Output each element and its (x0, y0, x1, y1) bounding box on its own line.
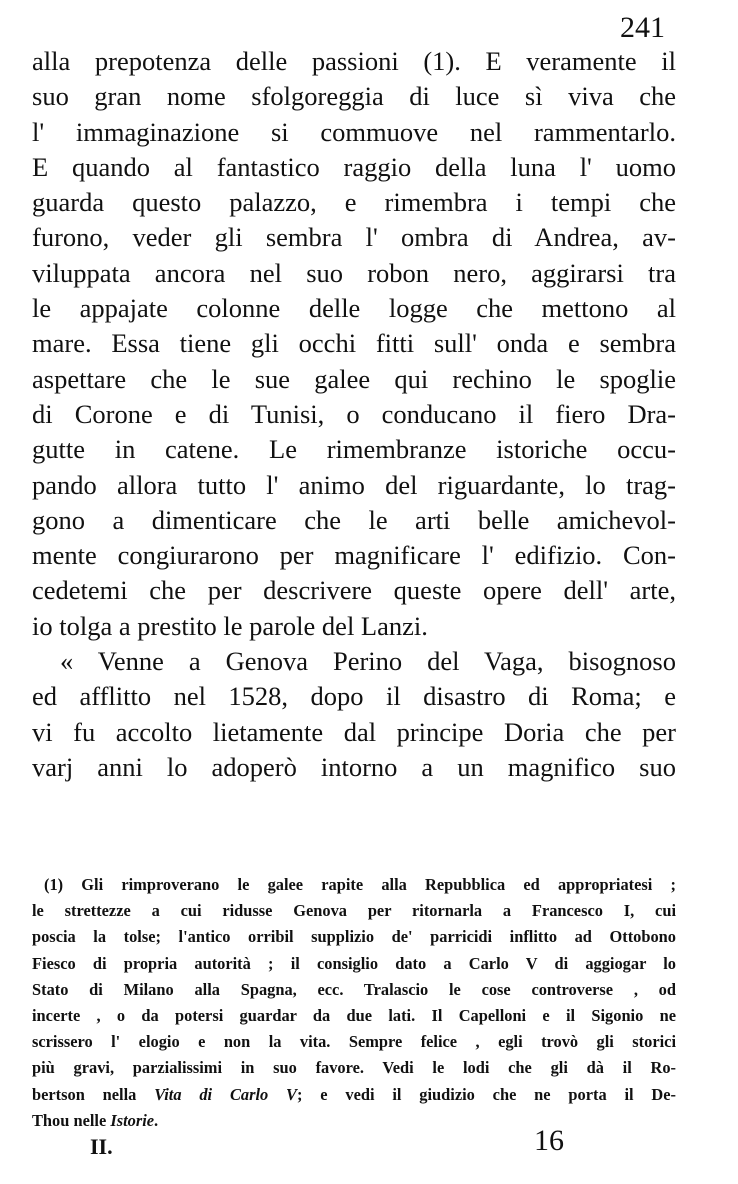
footnote-line (32, 1082, 676, 1108)
text-line: varj anni lo adoperò intorno a un magnifico suo (32, 751, 676, 782)
signature-mark: II. (90, 1134, 113, 1159)
footnote-text: . (154, 1110, 159, 1130)
text-line: viluppata ancora nel suo robon nero, aggirarsi tra (32, 257, 676, 288)
text-line: alla prepotenza delle passioni (1). E veramente il (32, 46, 676, 76)
text-line: pando allora tutto l' animo del riguardante, lo trag- (32, 469, 676, 500)
text-line: suo gran nome sfolgoreggia di luce sì viva che (32, 81, 676, 112)
text-line: mare. Essa tiene gli occhi fitti sull' onda e sembra (32, 328, 676, 359)
footnote-line: poscia la tolse; l'antico orribil supplizio de' parricidi inflitto ad Ottobono (32, 927, 676, 947)
text-line: mente congiurarono per magnificare l' edifizio. Con- (32, 540, 676, 571)
footnote-line: scrissero l' elogio e non la vita. Sempre felice , egli trovò gli storici (32, 1032, 676, 1052)
footnote-line: Fiesco di propria autorità ; il consiglio dato a Carlo V di aggiogar lo (32, 953, 676, 973)
footnote-line: (1) Gli rimproverano le galee rapite alla Repubblica ed appropriatesi ; (44, 875, 676, 894)
text-line: le appajate colonne delle logge che mettono al (32, 293, 676, 324)
page-number: 241 (620, 11, 665, 44)
text-line: furono, veder gli sembra l' ombra di Andrea, av- (32, 222, 676, 253)
footnote-book-title: Vita di Carlo V (154, 1084, 297, 1104)
text-line: io tolga a prestito le parole del Lanzi. (32, 610, 428, 641)
footnote-text: Thou nelle (32, 1110, 111, 1130)
footnote-line: più gravi, parzialissimi in suo favore. Vedi le lodi che gli dà il Ro- (32, 1058, 676, 1078)
body-text (32, 44, 676, 785)
text-line: cedetemi che per descrivere queste opere dell' arte, (32, 575, 676, 606)
text-line: gutte in catene. Le rimembranze istoriche occu- (32, 434, 676, 465)
footnote-line: le strettezze a cui ridusse Genova per ritornarla a Francesco I, cui (32, 901, 676, 921)
footnote-line: incerte , o da potersi guardar da due lati. Il Capelloni e il Sigonio ne (32, 1006, 676, 1026)
footnote-line (32, 1108, 676, 1134)
text-line: vi fu accolto lietamente dal principe Doria che per (32, 716, 676, 747)
text-line: « Venne a Genova Perino del Vaga, bisognoso (60, 646, 676, 677)
text-line: aspettare che le sue galee qui rechino le spoglie (32, 363, 676, 394)
text-line: ed afflitto nel 1528, dopo il disastro di Roma; e (32, 681, 676, 712)
footnote-line: Stato di Milano alla Spagna, ecc. Tralascio le cose controverse , od (32, 979, 676, 999)
footnote-text: ; e vedi il giudizio che ne porta il De- (296, 1084, 676, 1104)
footnote-text: bertson nella (32, 1084, 155, 1104)
text-line: l' immaginazione si commuove nel rammentarlo. (32, 116, 676, 147)
folio-number: 16 (534, 1124, 564, 1157)
text-line: guarda questo palazzo, e rimembra i tempi che (32, 187, 676, 218)
footnotes (32, 872, 676, 1134)
footnote-book-title: Istorie (110, 1110, 155, 1130)
text-line: gono a dimenticare che le arti belle amichevol- (32, 504, 676, 535)
text-line: di Corone e di Tunisi, o conducano il fiero Dra- (32, 398, 676, 429)
text-line: E quando al fantastico raggio della luna l' uomo (32, 151, 676, 182)
